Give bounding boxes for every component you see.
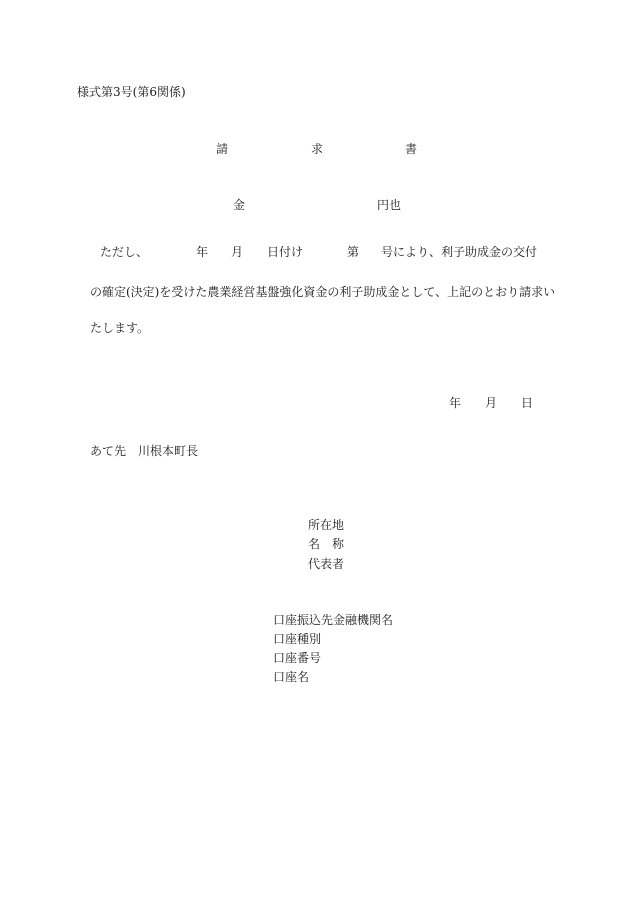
bank-name-label: 口座振込先金融機関名 [273,613,394,627]
applicant-name-label: 名 称 [308,537,345,551]
body-day-label: 日付け [267,245,304,259]
applicant-address-label: 所在地 [308,518,345,532]
account-type-label: 口座種別 [273,632,322,646]
body-month-label: 月 [231,245,244,259]
title-char-sho: 書 [405,142,418,156]
date-month-label: 月 [485,396,498,410]
form-number: 様式第3号(第6関係) [77,85,186,99]
date-year-label: 年 [449,396,462,410]
body-go-text: 号により、利子助成金の交付 [381,245,538,259]
date-day-label: 日 [521,396,534,410]
body-year-label: 年 [196,245,209,259]
account-number-label: 口座番号 [273,651,322,665]
title-char-sei: 請 [216,142,229,156]
body-tadashi: ただし、 [100,245,149,259]
body-dai-label: 第 [347,245,360,259]
title-char-kyu: 求 [311,142,324,156]
account-holder-label: 口座名 [273,670,310,684]
amount-suffix: 円也 [377,198,402,212]
body-line-2: の確定(決定)を受けた農業経営基盤強化資金の利子助成金として、上記のとおり請求い [90,285,556,299]
addressee: あて先 川根本町長 [90,444,199,458]
amount-prefix: 金 [233,198,246,212]
applicant-representative-label: 代表者 [308,557,345,571]
body-line-3: たします。 [90,321,150,335]
